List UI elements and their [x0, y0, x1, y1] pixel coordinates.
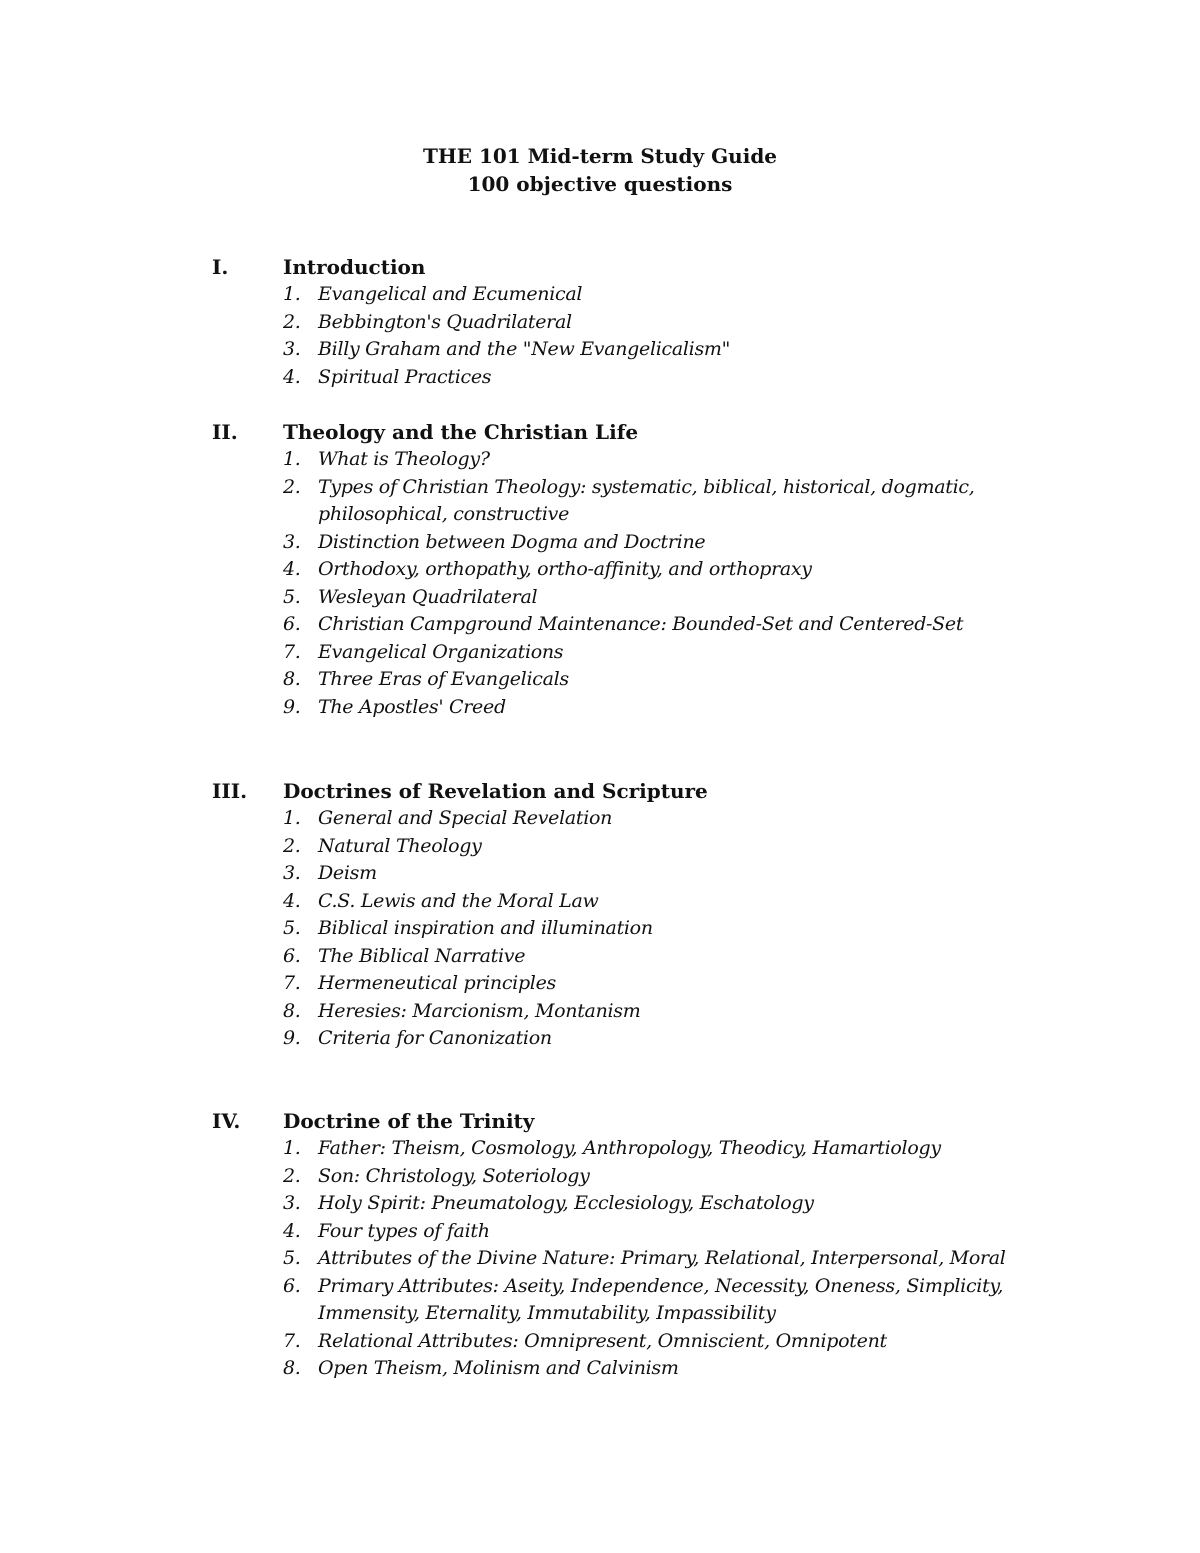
item-number: 7. [283, 972, 301, 994]
item-number: 7. [283, 1329, 301, 1352]
item-text: General and Special Revelation [318, 807, 613, 829]
item-text: Three Eras of Evangelicals [318, 668, 569, 690]
list-item [283, 970, 1043, 998]
section-item-list [283, 1135, 1043, 1383]
item-number: 5. [283, 1247, 301, 1269]
item-text: Evangelical and Ecumenical [318, 283, 583, 305]
item-number: 8. [283, 999, 301, 1022]
item-number: 8. [283, 1357, 301, 1379]
section-item-list [283, 805, 1043, 1053]
item-number: 3. [283, 862, 301, 884]
list-item [283, 474, 1043, 529]
item-number: 4. [283, 558, 301, 580]
item-number: 4. [283, 889, 301, 912]
item-text: Wesleyan Quadrilateral [318, 585, 538, 608]
section-heading: Doctrine of the Trinity [283, 1109, 535, 1133]
title-line-1: THE 101 Mid-term Study Guide [422, 144, 778, 168]
item-text: The Biblical Narrative [318, 944, 526, 967]
title-line-2: 100 objective questions [467, 172, 733, 196]
item-text: Types of Christian Theology: systematic, biblical, historical, dogmatic, philosophical, constructive [318, 475, 975, 525]
item-number: 1. [283, 448, 301, 470]
section-item-list [283, 446, 1043, 721]
item-number: 6. [283, 613, 301, 635]
list-item [283, 1190, 1043, 1218]
item-number: 3. [283, 338, 301, 360]
item-number: 2. [283, 475, 301, 498]
item-text: Attributes of the Divine Nature: Primary, Relational, Interpersonal, Moral [318, 1247, 1006, 1269]
list-item [283, 1273, 1043, 1328]
list-item [283, 1163, 1043, 1191]
item-number: 6. [283, 944, 301, 967]
item-text: Billy Graham and the "New Evangelicalism" [318, 338, 731, 360]
item-text: Biblical inspiration and illumination [318, 917, 653, 939]
list-item [283, 281, 1043, 309]
document-title [0, 142, 1200, 198]
item-number: 6. [283, 1274, 301, 1297]
item-number: 4. [283, 1219, 301, 1242]
item-text: Father: Theism, Cosmology, Anthropology, Theodicy, Hamartiology [318, 1137, 941, 1159]
item-number: 7. [283, 640, 301, 663]
list-item [283, 888, 1043, 916]
list-item [283, 584, 1043, 612]
item-number: 4. [283, 365, 301, 388]
section-numeral: II. [212, 420, 238, 444]
section-numeral: IV. [212, 1109, 241, 1133]
item-number: 9. [283, 1027, 301, 1049]
item-number: 2. [283, 1164, 301, 1187]
item-number: 1. [283, 807, 301, 829]
item-number: 5. [283, 917, 301, 939]
item-text: Deism [318, 862, 377, 884]
item-text: What is Theology? [318, 448, 490, 470]
list-item [283, 1245, 1043, 1273]
section-item-list [283, 281, 1043, 391]
item-text: Christian Campground Maintenance: Bounded-Set and Centered-Set [318, 613, 964, 635]
item-text: Son: Christology, Soteriology [318, 1164, 590, 1187]
list-item [283, 529, 1043, 557]
item-text: Evangelical Organizations [318, 640, 564, 663]
item-number: 2. [283, 310, 301, 333]
list-item [283, 446, 1043, 474]
section-numeral: I. [212, 255, 229, 279]
item-text: The Apostles' Creed [318, 695, 506, 718]
list-item [283, 1328, 1043, 1356]
section-heading: Theology and the Christian Life [283, 420, 639, 444]
item-text: C.S. Lewis and the Moral Law [318, 889, 599, 912]
list-item [283, 309, 1043, 337]
item-number: 5. [283, 585, 301, 608]
list-item [283, 833, 1043, 861]
item-text: Open Theism, Molinism and Calvinism [318, 1357, 679, 1379]
item-number: 1. [283, 283, 301, 305]
item-text: Orthodoxy, orthopathy, ortho-affinity, and orthopraxy [318, 558, 812, 580]
list-item [283, 1025, 1043, 1053]
item-text: Criteria for Canonization [318, 1027, 552, 1049]
list-item [283, 915, 1043, 943]
item-text: Hermeneutical principles [318, 972, 556, 994]
item-number: 3. [283, 530, 301, 553]
item-number: 8. [283, 668, 301, 690]
list-item [283, 860, 1043, 888]
item-number: 3. [283, 1192, 301, 1214]
list-item [283, 611, 1043, 639]
list-item [283, 998, 1043, 1026]
item-number: 2. [283, 834, 301, 857]
item-text: Heresies: Marcionism, Montanism [318, 999, 641, 1022]
item-text: Primary Attributes: Aseity, Independence, Necessity, Oneness, Simplicity, Immensity, Eternality, Immutability, Impassibility [318, 1274, 1004, 1324]
list-item [283, 336, 1043, 364]
item-number: 1. [283, 1137, 301, 1159]
section-heading: Introduction [283, 255, 426, 279]
item-text: Spiritual Practices [318, 365, 492, 388]
item-text: Bebbington's Quadrilateral [318, 310, 572, 333]
item-text: Holy Spirit: Pneumatology, Ecclesiology, Eschatology [318, 1192, 814, 1214]
list-item [283, 666, 1043, 694]
item-number: 9. [283, 695, 301, 718]
list-item [283, 1355, 1043, 1383]
section-heading: Doctrines of Revelation and Scripture [283, 779, 708, 803]
list-item [283, 943, 1043, 971]
list-item [283, 556, 1043, 584]
item-text: Relational Attributes: Omnipresent, Omniscient, Omnipotent [318, 1329, 887, 1352]
item-text: Distinction between Dogma and Doctrine [318, 530, 706, 553]
list-item [283, 1135, 1043, 1163]
list-item [283, 639, 1043, 667]
list-item [283, 364, 1043, 392]
list-item [283, 694, 1043, 722]
list-item [283, 805, 1043, 833]
item-text: Natural Theology [318, 834, 482, 857]
section-numeral: III. [212, 779, 248, 803]
list-item [283, 1218, 1043, 1246]
item-text: Four types of faith [318, 1219, 490, 1242]
